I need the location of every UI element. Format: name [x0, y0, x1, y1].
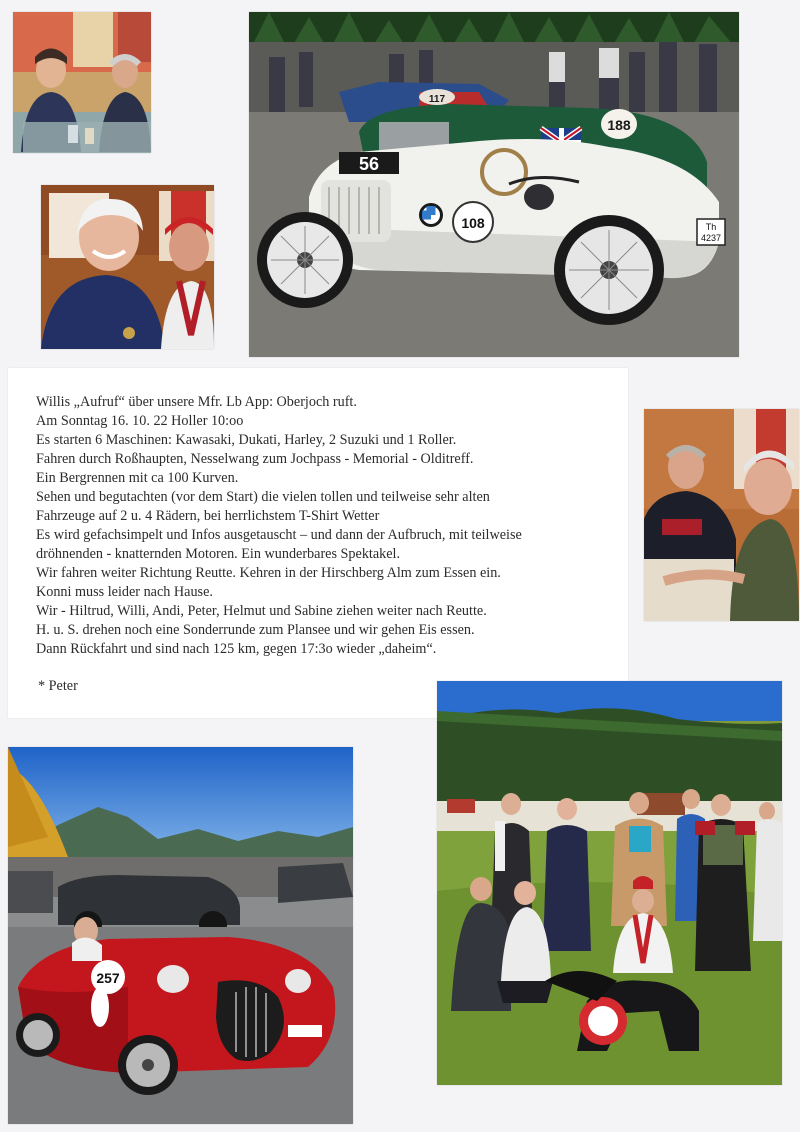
photo-woman-and-man-red-cap — [41, 185, 214, 349]
plate-line1: Th — [705, 222, 717, 232]
photo-group-on-meadow — [437, 681, 782, 1085]
article-line: Dann Rückfahrt und sind nach 125 km, gegen 17:3o wieder „daheim“. — [36, 641, 437, 657]
article-line: Wir - Hiltrud, Willi, Andi, Peter, Helmut und Sabine ziehen weiter nach Reutte. — [36, 603, 487, 619]
plate-line2: 4237 — [700, 233, 722, 243]
article-line: H. u. S. drehen noch eine Sonderrunde zum Plansee und wir gehen Eis essen. — [36, 622, 475, 638]
article-line: Sehen und begutachten (vor dem Start) die vielen tollen und teilweise sehr alten — [36, 489, 490, 505]
article-line: Es starten 6 Maschinen: Kawasaki, Dukati, Harley, 2 Suzuki und 1 Roller. — [36, 432, 457, 448]
article-line: Willis „Aufruf“ über unsere Mfr. Lb App: Oberjoch ruft. — [36, 394, 357, 410]
article-line: Am Sonntag 16. 10. 22 Holler 10:oo — [36, 413, 244, 429]
front-car-number: 56 — [358, 154, 380, 174]
photo-red-alfa-romeo — [8, 747, 353, 1124]
article-line: Wir fahren weiter Richtung Reutte. Kehren in der Hirschberg Alm zum Essen ein. — [36, 565, 501, 581]
article-line: Fahrzeuge auf 2 u. 4 Rädern, bei herrlichstem T-Shirt Wetter — [36, 508, 380, 524]
photo-vintage-race-cars — [249, 12, 739, 357]
red-car-number: 117 — [428, 94, 446, 105]
article-line: Ein Bergrennen mit ca 100 Kurven. — [36, 470, 239, 486]
alfa-car-number: 257 — [96, 970, 120, 986]
article-line: Es wird gefachsimpelt und Infos ausgetauscht – und dann der Aufbruch, mit teilweise — [36, 527, 522, 543]
article-line: dröhnenden - knatternden Motoren. Ein wunderbares Spektakel. — [36, 546, 401, 562]
article-line: Fahren durch Roßhaupten, Nesselwang zum Jochpass - Memorial - Olditreff. — [36, 451, 474, 467]
article-text-card — [8, 368, 628, 718]
side-car-number: 108 — [461, 215, 485, 231]
photo-couple-at-table — [13, 12, 151, 153]
article-line: Konni muss leider nach Hause. — [36, 584, 213, 600]
photo-two-men-at-table — [644, 409, 799, 621]
signature: * Peter — [38, 678, 78, 694]
green-car-number: 188 — [607, 117, 631, 133]
article-lines — [36, 393, 522, 659]
